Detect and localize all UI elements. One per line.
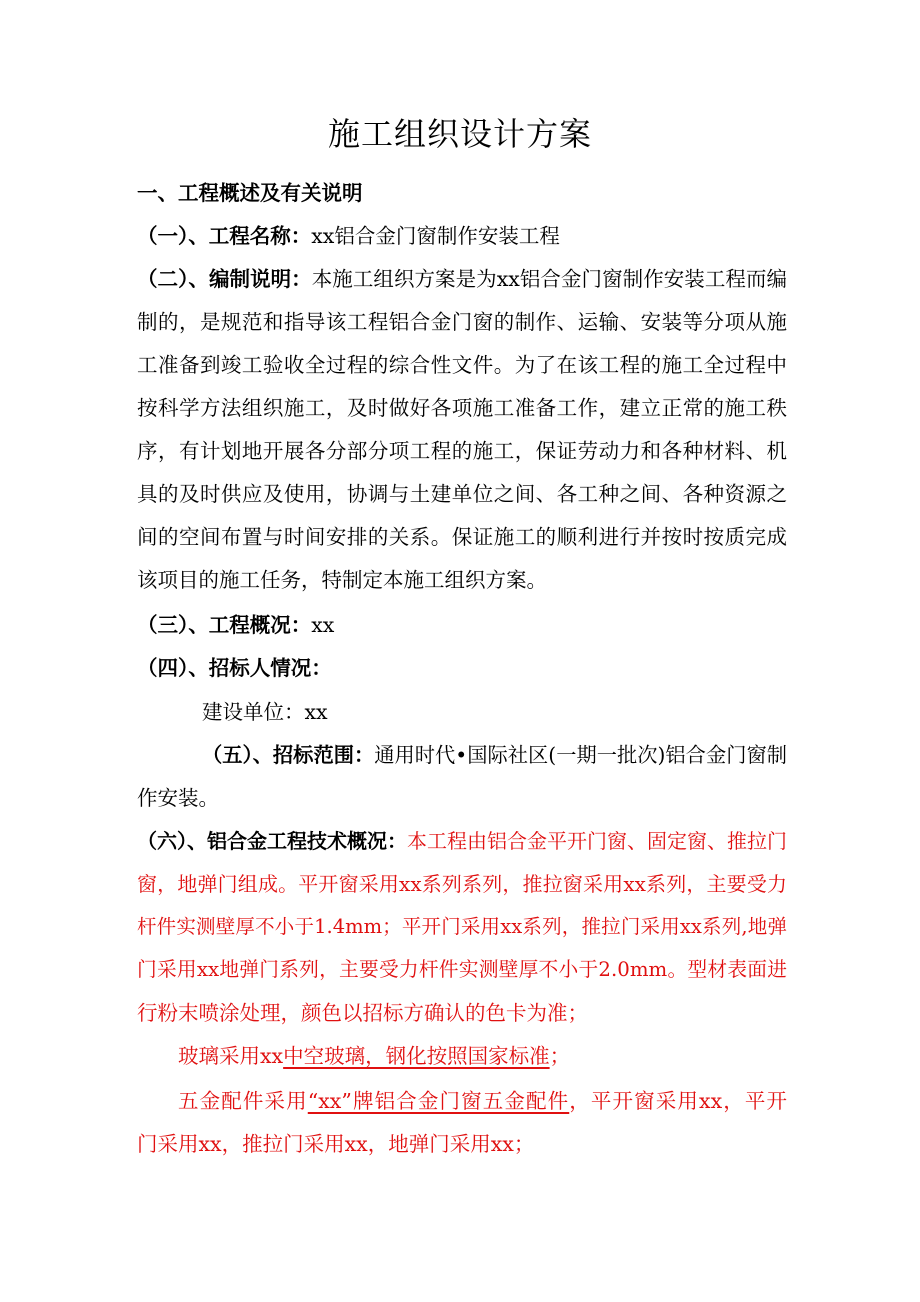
- item-value: 通用时代•国际社区(一期一批次)铝合金门窗制: [374, 743, 787, 767]
- paragraph-line: 该项目的施工任务，特制定本施工组织方案。: [137, 568, 547, 592]
- paragraph-line: 序，有计划地开展各分部分项工程的施工，保证劳动力和各种材料、机: [137, 439, 787, 463]
- paragraph-line: 本工程由铝合金平开门窗、固定窗、推拉门: [407, 829, 787, 853]
- item-construction-unit: [202, 698, 787, 726]
- document-title: 施工组织设计方案: [327, 115, 592, 153]
- paragraph-line: 门采用xx，推拉门采用xx，地弹门采用xx；: [137, 1132, 535, 1156]
- item-tenderer: （四）、招标人情况：: [137, 656, 332, 680]
- item-tech-overview: [137, 827, 787, 855]
- item-label: （五）、招标范围：: [202, 743, 375, 767]
- paragraph-line: 行粉末喷涂处理，颜色以招标方确认的色卡为准；: [137, 1001, 588, 1025]
- paragraph-line: 窗，地弹门组成。平开窗采用xx系列系列，推拉窗采用xx系列，主要受力: [137, 872, 787, 896]
- hardware-line: [178, 1087, 787, 1115]
- paragraph-line: 本施工组织方案是为xx铝合金门窗制作安装工程而编: [311, 267, 788, 291]
- item-scope: [202, 741, 787, 769]
- glass-text: 玻璃采用xx: [178, 1044, 284, 1068]
- item-label: （三）、工程概况：: [137, 613, 312, 637]
- paragraph-line: 门采用xx地弹门系列，主要受力杆件实测壁厚不小于2.0mm。型材表面进: [137, 958, 787, 981]
- paragraph-line: 具的及时供应及使用，协调与土建单位之间、各工种之间、各种资源之: [137, 482, 787, 506]
- hardware-text-end: ，平开窗采用xx，平开: [569, 1089, 788, 1113]
- item-label: （六）、铝合金工程技术概况：: [137, 829, 407, 853]
- glass-text-end: ；: [549, 1044, 571, 1068]
- paragraph-line: 工准备到竣工验收全过程的综合性文件。为了在该工程的施工全过程中: [137, 353, 787, 377]
- item-overview: [137, 611, 787, 639]
- paragraph-line: 制的，是规范和指导该工程铝合金门窗的制作、运输、安装等分项从施: [137, 310, 787, 334]
- glass-underlined-text: 中空玻璃，钢化按照国家标准: [283, 1044, 550, 1068]
- section-heading: 一、工程概述及有关说明: [137, 181, 363, 205]
- paragraph-line: 作安装。: [137, 786, 219, 810]
- item-value: xx: [304, 700, 328, 724]
- item-label: 建设单位：: [202, 700, 305, 724]
- hardware-text: 五金配件采用: [178, 1089, 308, 1113]
- item-label: （一）、工程名称：: [137, 224, 312, 248]
- item-project-name: [137, 222, 787, 250]
- hardware-underlined-text: “xx”牌铝合金门窗五金配件: [307, 1089, 570, 1113]
- item-compile-notes: [137, 265, 787, 293]
- item-value: xx: [311, 613, 335, 637]
- item-value: xx铝合金门窗制作安装工程: [311, 224, 560, 248]
- glass-line: [178, 1042, 787, 1070]
- paragraph-line: 杆件实测壁厚不小于1.4mm；平开门采用xx系列，推拉门采用xx系列,地弹: [137, 915, 787, 938]
- paragraph-line: 间的空间布置与时间安排的关系。保证施工的顺利进行并按时按质完成: [137, 525, 787, 549]
- paragraph-line: 按科学方法组织施工，及时做好各项施工准备工作，建立正常的施工秩: [137, 396, 787, 420]
- item-label: （二）、编制说明：: [137, 267, 312, 291]
